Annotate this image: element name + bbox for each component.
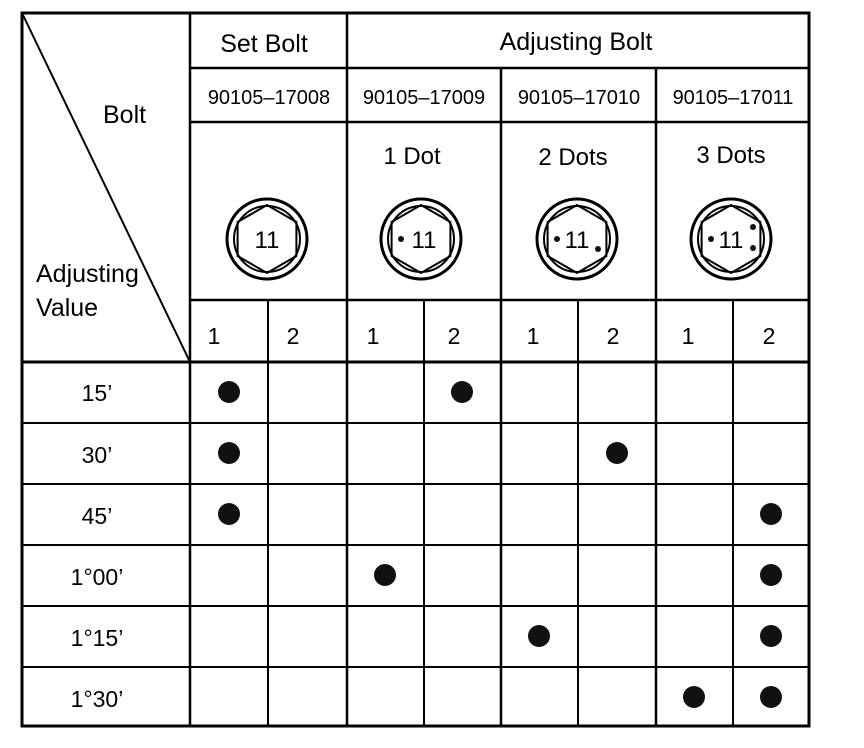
position-label: 2 <box>286 323 300 349</box>
corner-adjusting-label: Adjusting <box>36 260 139 288</box>
part-number-3-dots: 90105–17011 <box>672 87 794 109</box>
selection-mark <box>760 564 782 586</box>
set-bolt-header: Set Bolt <box>220 30 308 58</box>
svg-text:11: 11 <box>718 227 744 254</box>
selection-mark <box>606 442 628 464</box>
position-label: 1 <box>526 323 540 349</box>
selection-mark <box>374 564 396 586</box>
bolt-head-icon-set <box>227 199 307 279</box>
dots-label-1: 1 Dot <box>383 143 441 170</box>
corner-value-label: Value <box>36 294 99 322</box>
selection-mark <box>218 381 240 403</box>
part-number-2-dots: 90105–17010 <box>517 87 641 109</box>
adjusting-value-label: 1°00’ <box>70 564 124 590</box>
svg-text:11: 11 <box>564 227 590 254</box>
selection-mark <box>683 686 705 708</box>
selection-mark <box>760 625 782 647</box>
adjusting-bolt-header: Adjusting Bolt <box>499 28 653 56</box>
position-label: 2 <box>606 323 620 349</box>
bolt-head-icon-3-dots <box>691 199 771 279</box>
svg-text:11: 11 <box>254 227 280 254</box>
position-label: 2 <box>447 323 461 349</box>
part-number-set-bolt: 90105–17008 <box>207 87 331 109</box>
dots-label-3: 3 Dots <box>696 142 766 169</box>
selection-mark <box>218 503 240 525</box>
selection-mark <box>451 381 473 403</box>
adjusting-value-label: 1°15’ <box>70 625 124 651</box>
adjusting-value-label: 45’ <box>81 503 113 529</box>
adjusting-value-label: 30’ <box>81 442 113 468</box>
selection-mark <box>218 442 240 464</box>
position-label: 1 <box>366 323 380 349</box>
position-label: 1 <box>681 323 695 349</box>
selection-mark <box>760 503 782 525</box>
selection-mark <box>528 625 550 647</box>
adjusting-value-label: 15’ <box>81 380 113 406</box>
dots-label-2: 2 Dots <box>538 144 608 171</box>
corner-bolt-label: Bolt <box>103 101 147 129</box>
selection-mark <box>760 686 782 708</box>
bolt-head-icon-1-dot <box>381 199 461 279</box>
position-label: 2 <box>762 323 776 349</box>
svg-text:11: 11 <box>411 227 437 254</box>
position-label: 1 <box>207 323 221 349</box>
adjusting-value-label: 1°30’ <box>70 686 124 712</box>
bolt-head-icon-2-dots <box>537 199 617 279</box>
part-number-1-dot: 90105–17009 <box>362 87 486 109</box>
